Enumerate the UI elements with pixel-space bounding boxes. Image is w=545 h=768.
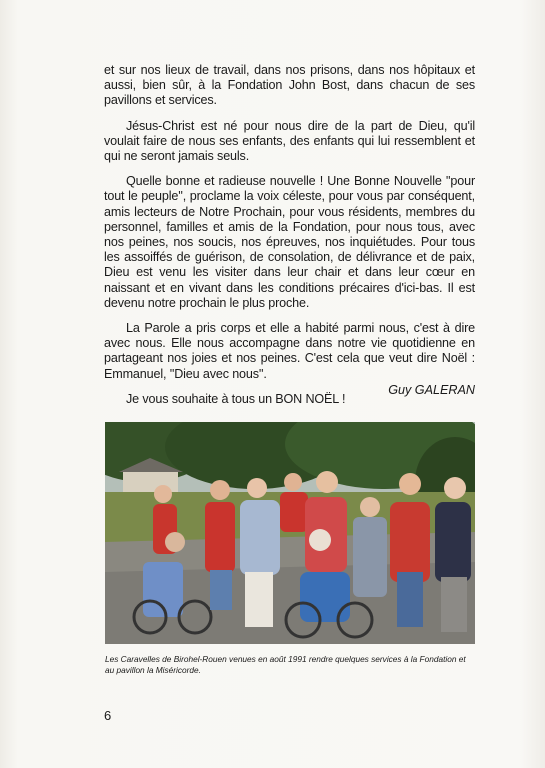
signature: Guy GALERAN xyxy=(388,383,475,397)
paragraph-4: La Parole a pris corps et elle a habité parmi nous, c'est à dire avec nous. Elle nous accompagne dans notre vie quotidienne en partageant nos joies et nos peines. C'est cela que veut dire Noël : Emmanuel, ''Dieu avec nous''. xyxy=(104,321,475,381)
group-photo-illustration xyxy=(105,422,475,644)
photo-caption: Les Caravelles de Birohel-Rouen venues en août 1991 rendre quelques services à la Fondation et au pavillon la Miséricorde. xyxy=(105,654,466,675)
article-body xyxy=(104,63,475,417)
page-number: 6 xyxy=(104,708,112,723)
paragraph-1: et sur nos lieux de travail, dans nos prisons, dans nos hôpitaux et aussi, bien sûr, à la Fondation John Bost, dans chacun de ses pavillons et services. xyxy=(104,63,475,108)
group-photo xyxy=(105,422,475,644)
paragraph-2: Jésus-Christ est né pour nous dire de la part de Dieu, qu'il voulait faire de nous ses enfants, des enfants qui lui ressemblent et qui ne seront jamais seuls. xyxy=(104,118,475,164)
paragraph-3: Quelle bonne et radieuse nouvelle ! Une Bonne Nouvelle ''pour tout le peuple'', proclame la voix céleste, pour vous par conséquent, amis lecteurs de Notre Prochain, pour vous résidents, membres du personnel, familles et amis de la Fondation, pour nous tous, avec nos peines, nos soucis, nos épreuves, nos inquiétudes. Pour tous les assoiffés de guérison, de consolation, de délivrance et de paix, Dieu est venu les visiter dans leur chair et dans leur cœur en naissant et en vivant dans les conditions précaires d'ici-bas. Il est devenu notre prochain le plus proche. xyxy=(104,174,475,310)
greeting: Je vous souhaite à tous un BON NOËL ! xyxy=(126,391,346,406)
